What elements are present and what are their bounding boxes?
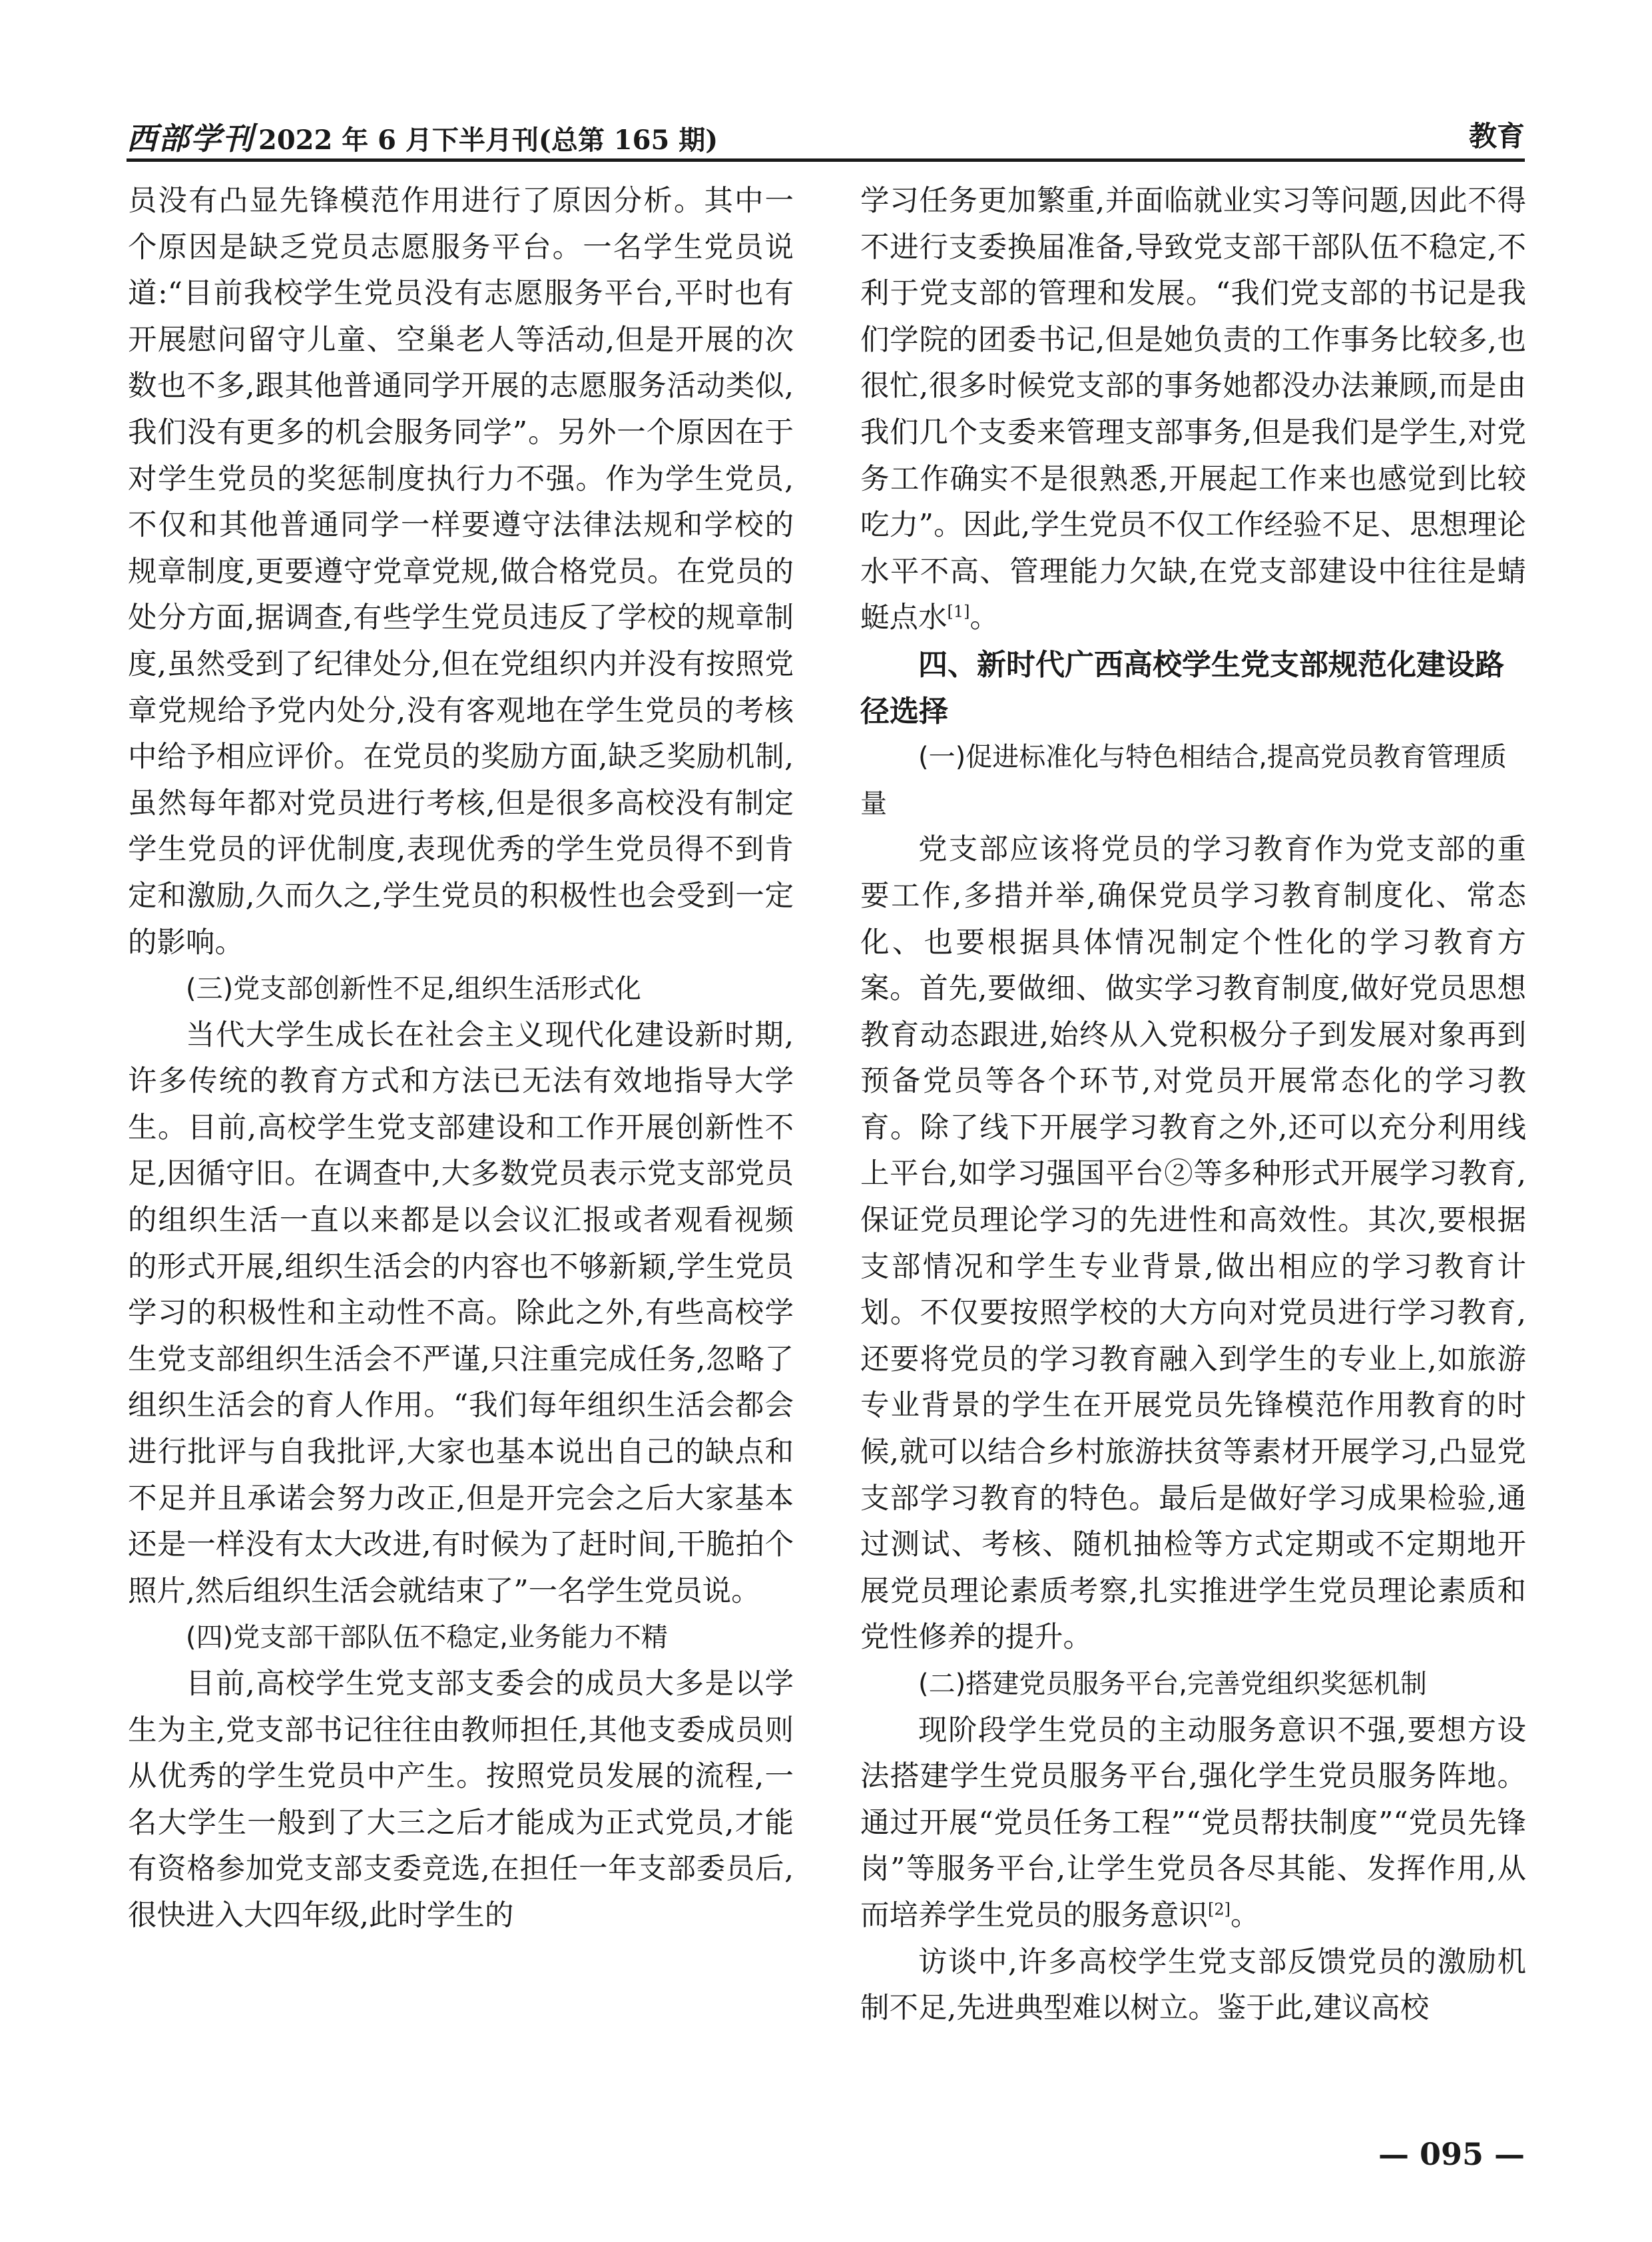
subsection-heading: (一)促进标准化与特色相结合,提高党员教育管理质量: [860, 742, 1507, 819]
paragraph: 当代大学生成长在社会主义现代化建设新时期,许多传统的教育方式和方法已无法有效地指导大学生。目前,高校学生党支部建设和工作开展创新性不足,因循守旧。在调查中,大多数党员表示党支部党员的组织生活一直以来都是以会议汇报或者观看视频的形式开展,组织生活会的内容也不够新颖,学生党员学习的积极性和主动性不高。除此之外,有些高校学生党支部组织生活会不严谨,只注重完成任务,忽略了组织生活会的育人作用。“我们每年组织生活会都会进行批评与自我批评,大家也基本说出自己的缺点和不足并且承诺会努力改正,但是开完会之后大家基本还是一样没有太大改进,有时候为了赶时间,干脆拍个照片,然后组织生活会就结束了”一名学生党员说。: [128, 1018, 794, 1608]
paragraph: 员没有凸显先锋模范作用进行了原因分析。其中一个原因是缺乏党员志愿服务平台。一名学生党员说道:“目前我校学生党员没有志愿服务平台,平时也有开展慰问留守儿童、空巢老人等活动,但是开展的次数也不多,跟其他普通同学开展的志愿服务活动类似,我们没有更多的机会服务同学”。另外一个原因在于对学生党员的奖惩制度执行力不强。作为学生党员,不仅和其他普通同学一样要遵守法律法规和学校的规章制度,更要遵守党章党规,做合格党员。在党员的处分方面,据调查,有些学生党员违反了学校的规章制度,虽然受到了纪律处分,但在党组织内并没有按照党章党规给予党内处分,没有客观地在学生党员的考核中给予相应评价。在党员的奖励方面,缺乏奖励机制,虽然每年都对党员进行考核,但是很多高校没有制定学生党员的评优制度,表现优秀的学生党员得不到肯定和激励,久而久之,学生党员的积极性也会受到一定的影响。: [128, 184, 794, 960]
header-divider: [127, 158, 1525, 162]
subsection-heading: (三)党支部创新性不足,组织生活形式化: [186, 974, 641, 1005]
page-number: — 095 —: [1378, 2136, 1525, 2172]
right-column: [860, 178, 1526, 2032]
section-label: 教育: [1468, 120, 1525, 152]
paragraph-end: 。: [969, 601, 999, 635]
subsection-heading: (四)党支部干部队伍不稳定,业务能力不精: [186, 1622, 668, 1653]
paragraph-end: 。: [1231, 1898, 1260, 1932]
paragraph: 访谈中,许多高校学生党支部反馈党员的激励机制不足,先进典型难以树立。鉴于此,建议高校: [860, 1945, 1526, 2026]
running-header: [127, 112, 1525, 158]
paragraph: 目前,高校学生党支部支委会的成员大多是以学生为主,党支部书记往往由教师担任,其他支委成员则从优秀的学生党员中产生。按照党员发展的流程,一名大学生一般到了大三之后才能成为正式党员,才能有资格参加党支部支委竞选,在担任一年支部委员后,很快进入大四年级,此时学生的: [128, 1667, 794, 1932]
journal-name: 西部学刊: [127, 121, 254, 156]
paragraph: [860, 178, 1526, 642]
paragraph-text: 等多种形式开展学习教育,保证党员理论学习的先进性和高效性。其次,要根据支部情况和学生专业背景,做出相应的学习教育计划。不仅要按照学校的大方向对党员进行学习教育,还要将党员的学习教育融入到学生的专业上,如旅游专业背景的学生在开展党员先锋模范作用教育的时候,就可以结合乡村旅游扶贫等素材开展学习,凸显党支部学习教育的特色。最后是做好学习成果检验,通过测试、考核、随机抽检等方式定期或不定期地开展党员理论素质考察,扎实推进学生党员理论素质和党性修养的提升。: [860, 1157, 1527, 1655]
paragraph: [860, 827, 1526, 1661]
left-column: [128, 178, 794, 1940]
subsection-heading: (二)搭建党员服务平台,完善党组织奖惩机制: [918, 1669, 1427, 1699]
header-issue-line: [127, 115, 718, 158]
citation-ref: [2]: [1208, 1900, 1231, 1919]
paragraph: [860, 1708, 1526, 1940]
paragraph-text: 现阶段学生党员的主动服务意识不强,要想方设法搭建学生党员服务平台,强化学生党员服务阵地。通过开展“党员任务工程”“党员帮扶制度”“党员先锋岗”等服务平台,让学生党员各尽其能、发挥作用,从而培养学生党员的服务意识: [860, 1713, 1526, 1932]
paragraph-text: 党支部应该将党员的学习教育作为党支部的重要工作,多措并举,确保党员学习教育制度化、常态化、也要根据具体情况制定个性化的学习教育方案。首先,要做细、做实学习教育制度,做好党员思想教育动态跟进,始终从入党积极分子到发展对象再到预备党员等各个环节,对党员开展常态化的学习教育。除了线下开展学习教育之外,还可以充分利用线上平台,如学习强国平台: [860, 833, 1526, 1191]
section-heading: 四、新时代广西高校学生党支部规范化建设路径选择: [860, 647, 1504, 728]
issue-info: 2022 年 6 月下半月刊(总第 165 期): [258, 125, 718, 156]
paragraph-text: 学习任务更加繁重,并面临就业实习等问题,因此不得不进行支委换届准备,导致党支部干部队伍不稳定,不利于党支部的管理和发展。“我们党支部的书记是我们学院的团委书记,但是她负责的工作事务比较多,也很忙,很多时候党支部的事务她都没办法兼顾,而是由我们几个支委来管理支部事务,但是我们是学生,对党务工作确实不是很熟悉,开展起工作来也感觉到比较吃力”。因此,学生党员不仅工作经验不足、思想理论水平不高、管理能力欠缺,在党支部建设中往往是蜻蜓点水: [860, 184, 1526, 635]
citation-ref: [1]: [947, 602, 970, 621]
footnote-marker: ②: [1164, 1157, 1194, 1191]
